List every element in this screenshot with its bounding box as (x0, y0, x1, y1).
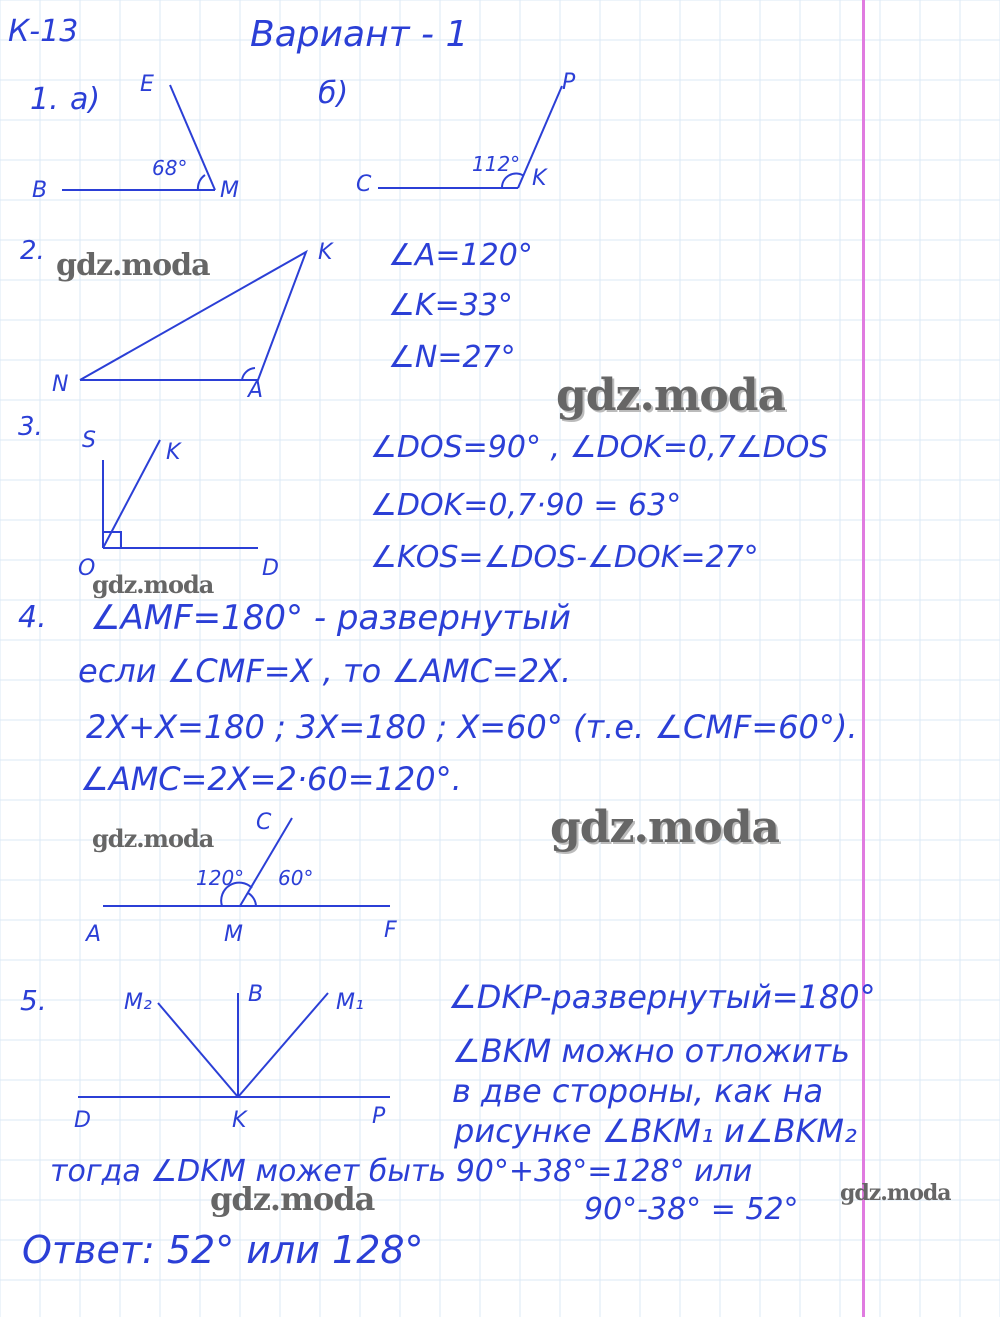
task5-line-3: в две стороны, как на (452, 1072, 824, 1110)
task5-label-p: P (372, 1104, 386, 1129)
task1-label-m: M (220, 178, 239, 203)
task5-label-m1: M₁ (336, 990, 364, 1015)
task3-label-k: K (166, 440, 181, 465)
ray-km2 (158, 1003, 238, 1097)
task5-label-k: K (232, 1108, 247, 1133)
task2-label-a: A (248, 378, 264, 403)
task3-label-d: D (262, 556, 279, 581)
task3-label-s: S (82, 428, 96, 453)
task5-line-6: 90°-38° = 52° (584, 1192, 799, 1227)
task4-line-3: 2X+X=180 ; 3X=180 ; X=60° (т.е. ∠CMF=60°). (86, 708, 858, 746)
header-code: К-13 (8, 14, 79, 49)
answer: Ответ: 52° или 128° (22, 1228, 424, 1272)
task4-label-c: C (256, 810, 272, 835)
task4-label-a: A (86, 922, 102, 947)
angle-arc-m (198, 175, 205, 190)
watermark-1: gdz.moda (56, 248, 210, 283)
task5-line-4: рисунке ∠BKM₁ и∠BKM₂ (454, 1112, 857, 1150)
task4-angle-1: 120° (196, 866, 245, 890)
watermark-3: gdz.moda (92, 570, 214, 599)
task1-angle-b: 112° (472, 152, 521, 176)
watermark-5: gdz.moda (550, 802, 780, 853)
task4-label-f: F (384, 918, 397, 943)
task3-line-3: ∠KOS=∠DOS-∠DOK=27° (370, 540, 759, 575)
task1-label-b: B (32, 178, 48, 203)
task1-label-c: C (356, 172, 372, 197)
task1-part-a: а) (70, 82, 101, 117)
task1-label-p: P (562, 70, 576, 95)
watermark-4: gdz.moda (92, 824, 214, 853)
angle-arc-cmf (248, 893, 256, 906)
task1-label-k: K (532, 166, 547, 191)
task3-label-o: O (78, 556, 96, 581)
task5-label-d: D (74, 1108, 91, 1133)
task1-label-e: E (140, 72, 154, 97)
watermark-6: gdz.moda (210, 1180, 375, 1218)
task2-line-3: ∠N=27° (388, 340, 516, 375)
right-angle-mark (103, 532, 121, 548)
task5-line-1: ∠DKP-развернутый=180° (448, 978, 876, 1016)
task1-part-b: б) (318, 76, 349, 111)
task4-line-1: ∠AMF=180° - развернутый (90, 598, 572, 638)
task4-line-4: ∠AMC=2X=2·60=120°. (80, 760, 462, 798)
task4-angle-2: 60° (278, 866, 314, 890)
task5-line-2: ∠BKM можно отложить (452, 1032, 850, 1070)
task4-line-2: если ∠CMF=X , то ∠AMC=2X. (78, 652, 572, 690)
task2-line-1: ∠A=120° (388, 238, 533, 273)
task3-number: 3. (18, 412, 43, 442)
task3-line-2: ∠DOK=0,7·90 = 63° (370, 488, 682, 523)
task5-number: 5. (20, 984, 47, 1017)
watermark-2: gdz.moda (556, 370, 786, 421)
header-variant: Вариант - 1 (250, 14, 469, 55)
task5-label-m2: M₂ (124, 990, 152, 1015)
task3-line-1: ∠DOS=90° , ∠DOK=0,7∠DOS (370, 430, 829, 465)
task5-line-5: тогда ∠DKM может быть 90°+38°=128° или (50, 1154, 753, 1189)
task4-label-m: M (224, 922, 243, 947)
ray-km1 (238, 993, 328, 1097)
task2-label-n: N (52, 372, 69, 397)
watermark-7: gdz.moda (840, 1180, 951, 1206)
task2-number: 2. (20, 236, 45, 266)
task2-line-2: ∠K=33° (388, 288, 513, 323)
task1-number: 1. (30, 82, 59, 117)
task1-angle-a: 68° (152, 156, 188, 180)
task4-number: 4. (18, 600, 47, 635)
task2-label-k: K (318, 240, 333, 265)
task5-label-b: B (248, 982, 264, 1007)
